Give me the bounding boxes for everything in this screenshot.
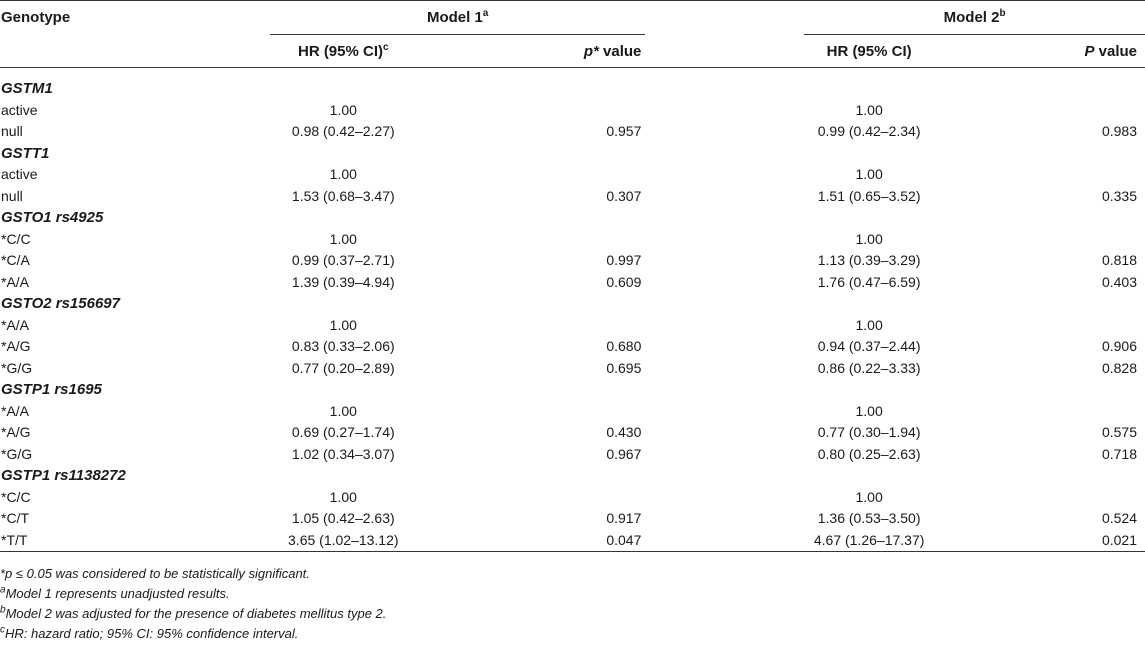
empty-cell — [417, 293, 646, 315]
p-model2-cell: 0.524 — [1101, 510, 1137, 526]
gap-cell — [645, 315, 804, 337]
empty-cell — [270, 379, 417, 401]
gap-cell — [645, 164, 804, 186]
table-row — [0, 508, 1145, 530]
p-model2-cell: 0.906 — [1101, 338, 1137, 354]
gap-cell — [645, 530, 804, 552]
hr-model2-cell: 0.80 (0.25–2.63) — [817, 445, 921, 462]
p-model1-cell: 0.430 — [606, 424, 642, 440]
table-row — [0, 100, 1145, 122]
header-hr1 — [270, 35, 417, 68]
genotype-cell: active — [1, 101, 38, 118]
gene-group-row — [0, 465, 1145, 487]
hr-model2-cell: 1.00 — [855, 166, 883, 182]
header-genotype: Genotype — [1, 8, 71, 26]
header-model1 — [270, 0, 645, 35]
hr-model2-cell: 1.00 — [855, 101, 883, 118]
p-model1-cell — [417, 229, 646, 251]
empty-cell — [804, 207, 934, 229]
table-row — [0, 250, 1145, 272]
table-row — [0, 272, 1145, 294]
genotype-cell: *T/T — [0, 530, 270, 552]
footnote-c-text: HR: hazard ratio; 95% CI: 95% confidence interval. — [5, 626, 299, 641]
p-model2-cell — [934, 401, 1145, 423]
hr-model1-cell: 1.05 (0.42–2.63) — [291, 510, 395, 526]
header-hr2: HR (95% CI) — [804, 35, 934, 68]
table-body — [0, 68, 1145, 552]
empty-cell — [804, 379, 934, 401]
gap-cell — [645, 336, 804, 358]
empty-cell — [270, 207, 417, 229]
table-row — [0, 422, 1145, 444]
p-model2-cell: 0.021 — [934, 530, 1145, 552]
empty-cell — [804, 465, 934, 487]
p-model2-cell — [934, 100, 1145, 122]
hr-model2-cell: 1.76 (0.47–6.59) — [817, 273, 921, 290]
empty-cell — [645, 293, 804, 315]
table-row — [0, 358, 1145, 380]
table-row — [0, 229, 1145, 251]
gap-cell — [645, 250, 804, 272]
hr-model1-cell: 1.39 (0.39–4.94) — [291, 273, 395, 290]
p-model2-cell: 0.575 — [1101, 424, 1137, 440]
hr-model2-cell: 0.86 (0.22–3.33) — [817, 359, 921, 376]
p-model1-cell — [417, 487, 646, 509]
gene-group-row — [0, 379, 1145, 401]
p-model1-cell: 0.307 — [606, 187, 642, 204]
empty-cell — [645, 207, 804, 229]
gap-cell — [645, 358, 804, 380]
hr-model1-cell: 1.00 — [329, 488, 357, 505]
table-row — [0, 336, 1145, 358]
gap-cell — [645, 272, 804, 294]
genotype-cell: null — [1, 187, 23, 204]
genotype-cell: *A/G — [1, 338, 31, 354]
p-model1-cell — [417, 315, 646, 337]
p-model2-cell: 0.718 — [1101, 445, 1137, 462]
table-row — [0, 121, 1145, 143]
empty-cell — [804, 143, 934, 165]
hr-model2-cell: 0.77 (0.30–1.94) — [817, 424, 921, 440]
p-model2-cell — [934, 229, 1145, 251]
p-model1-cell — [417, 164, 646, 186]
header-model1-sup: a — [482, 7, 489, 19]
header-p2-prefix: P — [1084, 42, 1095, 60]
genotype-cell: *A/A — [1, 316, 30, 333]
genotype-cell: *A/A — [1, 273, 30, 290]
hr-model2-cell: 1.00 — [855, 316, 883, 333]
gene-group-row — [0, 68, 1145, 100]
header-hr1-sup: c — [383, 41, 389, 53]
gap-cell — [645, 401, 804, 423]
hr-model1-cell: 0.77 (0.20–2.89) — [291, 359, 395, 376]
empty-cell — [645, 465, 804, 487]
footnote-c-mark: c — [0, 624, 5, 636]
p-model2-cell: 0.818 — [1101, 252, 1137, 268]
header-row-models — [0, 0, 1145, 35]
footnote-b — [0, 604, 386, 624]
header-model2 — [804, 0, 1145, 35]
genotype-cell: *G/G — [1, 445, 33, 462]
header-p1-prefix: p* — [583, 42, 599, 60]
header-gap2 — [645, 35, 804, 68]
empty-cell — [934, 143, 1145, 165]
empty-cell — [804, 293, 934, 315]
hr-model2-cell: 1.00 — [855, 488, 883, 505]
header-empty — [0, 35, 270, 68]
header-p1-suffix: value — [598, 42, 642, 60]
empty-cell — [934, 68, 1145, 100]
gap-cell — [645, 422, 804, 444]
p-model1-cell: 0.957 — [606, 123, 642, 139]
hr-model1-cell: 0.98 (0.42–2.27) — [291, 123, 395, 139]
gene-label: GSTO2 rs156697 — [1, 295, 120, 312]
table-row — [0, 164, 1145, 186]
empty-cell — [645, 379, 804, 401]
p-model1-cell — [417, 401, 646, 423]
p-model1-cell: 0.609 — [606, 273, 642, 290]
header-p2 — [934, 35, 1145, 68]
header-row-columns — [0, 35, 1145, 68]
p-model1-cell: 0.695 — [606, 359, 642, 376]
hr-model1-cell: 1.02 (0.34–3.07) — [291, 445, 395, 462]
gap-cell — [645, 508, 804, 530]
p-model1-cell: 0.680 — [606, 338, 642, 354]
gap-cell — [645, 121, 804, 143]
hr-model1-cell: 1.00 — [329, 230, 357, 247]
genotype-cell: *A/G — [1, 424, 31, 440]
gene-label: GSTO1 rs4925 — [1, 209, 104, 226]
hr-model1-cell: 0.83 (0.33–2.06) — [291, 338, 395, 354]
table-row — [0, 186, 1145, 208]
header-gap — [645, 0, 804, 35]
empty-cell — [270, 293, 417, 315]
p-model2-cell — [934, 164, 1145, 186]
gene-label: GSTP1 rs1138272 — [1, 467, 126, 484]
empty-cell — [417, 465, 646, 487]
hr-model2-cell: 1.00 — [855, 230, 883, 247]
hr-model2-cell: 1.13 (0.39–3.29) — [817, 252, 921, 268]
gap-cell — [645, 444, 804, 466]
footnote-a-text: Model 1 represents unadjusted results. — [5, 586, 230, 601]
hr-model1-cell: 1.00 — [329, 316, 357, 333]
empty-cell — [417, 207, 646, 229]
table-row — [0, 315, 1145, 337]
table-row — [0, 401, 1145, 423]
empty-cell — [645, 68, 804, 100]
hr-model1-cell: 0.99 (0.37–2.71) — [291, 252, 395, 268]
hr-model2-cell: 1.51 (0.65–3.52) — [817, 187, 921, 204]
gene-label: GSTT1 — [1, 144, 50, 162]
genotype-cell: *G/G — [1, 359, 33, 376]
p-model2-cell — [934, 315, 1145, 337]
table-row — [0, 487, 1145, 509]
hr-model1-cell: 1.00 — [329, 402, 357, 419]
empty-cell — [417, 143, 646, 165]
empty-cell — [934, 379, 1145, 401]
gene-label: GSTP1 rs1695 — [1, 381, 102, 398]
hr-model2-cell: 1.00 — [855, 402, 883, 419]
p-model2-cell: 0.403 — [1101, 273, 1137, 290]
gene-group-row — [0, 293, 1145, 315]
footnote-a-mark: a — [0, 584, 6, 596]
genotype-cell: *C/T — [1, 510, 29, 526]
hr-model1-cell: 1.00 — [329, 166, 357, 182]
gap-cell — [645, 487, 804, 509]
empty-cell — [804, 68, 934, 100]
hr-model1-cell: 0.69 (0.27–1.74) — [291, 424, 395, 440]
empty-cell — [934, 207, 1145, 229]
empty-cell — [417, 379, 646, 401]
gene-group-row — [0, 207, 1145, 229]
header-model1-label: Model 1 — [426, 8, 483, 26]
gap-cell — [645, 229, 804, 251]
gene-label: GSTM1 — [1, 80, 53, 97]
footnote-a — [0, 584, 386, 604]
genotype-cell: active — [1, 166, 38, 182]
genotype-cell: *A/A — [1, 402, 30, 419]
table-row — [0, 530, 1145, 552]
header-p1 — [417, 35, 646, 68]
gene-group-row — [0, 143, 1145, 165]
empty-cell — [270, 465, 417, 487]
footnote-significance: *p ≤ 0.05 was considered to be statistically significant. — [0, 566, 310, 581]
header-hr1-label: HR (95% CI) — [297, 42, 383, 60]
genotype-cell: *C/C — [1, 488, 31, 505]
genotype-cell: null — [1, 123, 23, 139]
p-model1-cell — [417, 100, 646, 122]
footnote-c — [0, 624, 386, 644]
hr-model1-cell: 1.53 (0.68–3.47) — [291, 187, 395, 204]
header-model2-label: Model 2 — [943, 8, 1000, 26]
p-model1-cell: 0.917 — [606, 510, 642, 526]
p-model1-cell: 0.047 — [417, 530, 646, 552]
hr-model2-cell: 1.36 (0.53–3.50) — [817, 510, 921, 526]
p-model1-cell: 0.967 — [606, 445, 642, 462]
hr-model1-cell: 3.65 (1.02–13.12) — [270, 530, 417, 552]
header-p2-suffix: value — [1094, 42, 1137, 60]
p-model2-cell: 0.335 — [1101, 187, 1137, 204]
p-model1-cell: 0.997 — [606, 252, 642, 268]
gap-cell — [645, 186, 804, 208]
hr-model1-cell: 1.00 — [329, 101, 357, 118]
empty-cell — [270, 68, 417, 100]
hr-model2-cell: 4.67 (1.26–17.37) — [804, 530, 934, 552]
empty-cell — [645, 143, 804, 165]
genotype-cell: *C/A — [1, 252, 30, 268]
genotype-cell: *C/C — [1, 230, 31, 247]
gap-cell — [645, 100, 804, 122]
empty-cell — [270, 143, 417, 165]
hr-model2-cell: 0.94 (0.37–2.44) — [817, 338, 921, 354]
p-model2-cell — [934, 487, 1145, 509]
p-model2-cell: 0.983 — [1101, 123, 1137, 139]
empty-cell — [417, 68, 646, 100]
hr-model2-cell: 0.99 (0.42–2.34) — [817, 123, 921, 139]
footnotes — [0, 564, 386, 644]
footnote-b-text: Model 2 was adjusted for the presence of diabetes mellitus type 2. — [5, 606, 387, 621]
table-row — [0, 444, 1145, 466]
header-model2-sup: b — [999, 7, 1006, 19]
p-model2-cell: 0.828 — [1101, 359, 1137, 376]
empty-cell — [934, 465, 1145, 487]
empty-cell — [934, 293, 1145, 315]
footnote-b-mark: b — [0, 604, 6, 616]
